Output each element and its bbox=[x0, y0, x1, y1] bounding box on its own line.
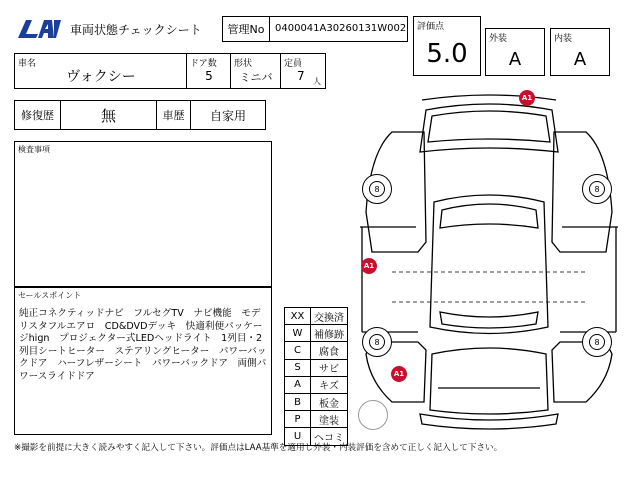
legend-code: S bbox=[285, 359, 311, 376]
doors-cell bbox=[187, 54, 231, 88]
legend-row bbox=[285, 342, 348, 359]
legend-row bbox=[285, 359, 348, 376]
repair-value: 無 bbox=[61, 101, 157, 129]
legend-row bbox=[285, 308, 348, 325]
damage-mark: A1 bbox=[391, 366, 407, 382]
mgmt-no-box bbox=[222, 16, 408, 42]
history-box bbox=[14, 100, 266, 130]
tire-label: 8 bbox=[369, 334, 385, 350]
damage-mark: A1 bbox=[361, 258, 377, 274]
inspection-box bbox=[14, 141, 272, 287]
interior-value: A bbox=[573, 49, 587, 70]
laa-logo-icon bbox=[14, 16, 62, 42]
interior-box bbox=[550, 28, 610, 76]
reference-circle-icon bbox=[358, 400, 388, 430]
legend-meaning: 板金 bbox=[311, 393, 348, 410]
legend-code: C bbox=[285, 342, 311, 359]
capacity-label: 定員 bbox=[284, 59, 303, 69]
interior-label: 内装 bbox=[554, 34, 573, 44]
vehicle-name-cell bbox=[15, 54, 187, 88]
legend-meaning: 腐食 bbox=[311, 342, 348, 359]
damage-mark: A1 bbox=[519, 90, 535, 106]
tire-label: 8 bbox=[369, 181, 385, 197]
doors-value: 5 bbox=[205, 69, 213, 83]
legend-meaning: 塗装 bbox=[311, 411, 348, 428]
shape-value: ミニバ bbox=[239, 71, 273, 84]
tire-front-right bbox=[582, 174, 612, 204]
sheet-title: 車両状態チェックシート bbox=[70, 23, 202, 37]
exterior-box bbox=[485, 28, 545, 76]
score-box bbox=[413, 16, 481, 76]
capacity-cell bbox=[281, 54, 325, 88]
capacity-value: 7 bbox=[297, 69, 305, 83]
mgmt-no-value: 0400041A30260131W002 bbox=[275, 23, 407, 34]
sales-box bbox=[14, 287, 272, 435]
tire-rear-left bbox=[362, 327, 392, 357]
legend-code: B bbox=[285, 393, 311, 410]
legend-meaning: キズ bbox=[311, 376, 348, 393]
mgmt-no-label: 管理No bbox=[223, 17, 270, 41]
legend-meaning: 補修跡 bbox=[311, 325, 348, 342]
legend-row bbox=[285, 325, 348, 342]
vehicle-name-label: 車名 bbox=[18, 59, 37, 69]
legend-code: U bbox=[285, 428, 311, 445]
tire-rear-right bbox=[582, 327, 612, 357]
legend-code: XX bbox=[285, 308, 311, 325]
legend-meaning: 交換済 bbox=[311, 308, 348, 325]
vehicle-name-value: ヴォクシー bbox=[66, 69, 136, 85]
legend-code: W bbox=[285, 325, 311, 342]
legend-meaning: サビ bbox=[311, 359, 348, 376]
logo-box bbox=[14, 16, 62, 42]
sales-text: 純正コネクティッドナビ フルセグTV ナビ機能 モデリスタフルエアロ CD&DVDデッキ 快適利便パッケージhign プロジェクター式LEDヘッドライト 1列目・2列目シートヒーター ステアリングヒーター パワーバックドア ハーフレザーシート パワーバックドア 両側パワースライドドア bbox=[19, 308, 267, 382]
tire-label: 8 bbox=[589, 334, 605, 350]
inspection-label: 検査事項 bbox=[18, 145, 50, 154]
exterior-value: A bbox=[508, 49, 522, 70]
legend-row bbox=[285, 411, 348, 428]
shape-label: 形状 bbox=[234, 59, 253, 69]
tire-label: 8 bbox=[589, 181, 605, 197]
exterior-label: 外装 bbox=[489, 34, 508, 44]
vehicle-box bbox=[14, 53, 326, 89]
legend-meaning: ヘコミ bbox=[311, 428, 348, 445]
car-diagram bbox=[352, 92, 626, 432]
damage-legend-table bbox=[284, 307, 348, 446]
legend-code: A bbox=[285, 376, 311, 393]
capacity-unit: 人 bbox=[313, 77, 321, 86]
legend-code: P bbox=[285, 411, 311, 428]
repair-label: 修復歴 bbox=[15, 101, 61, 129]
doors-label: ドア数 bbox=[190, 59, 217, 69]
legend-row bbox=[285, 393, 348, 410]
category-label: 車歴 bbox=[157, 101, 191, 129]
category-value: 自家用 bbox=[209, 108, 246, 123]
score-value: 5.0 bbox=[426, 39, 468, 69]
shape-cell bbox=[231, 54, 281, 88]
tire-front-left bbox=[362, 174, 392, 204]
legend-row bbox=[285, 376, 348, 393]
footer-note: ※撮影を前提に大きく読みやすく記入して下さい。評価点はLAA基準を適用し外装・内装評価を含めて正しく記入して下さい。 bbox=[14, 443, 503, 453]
score-label: 評価点 bbox=[417, 22, 445, 32]
sales-label: セールスポイント bbox=[18, 291, 82, 300]
